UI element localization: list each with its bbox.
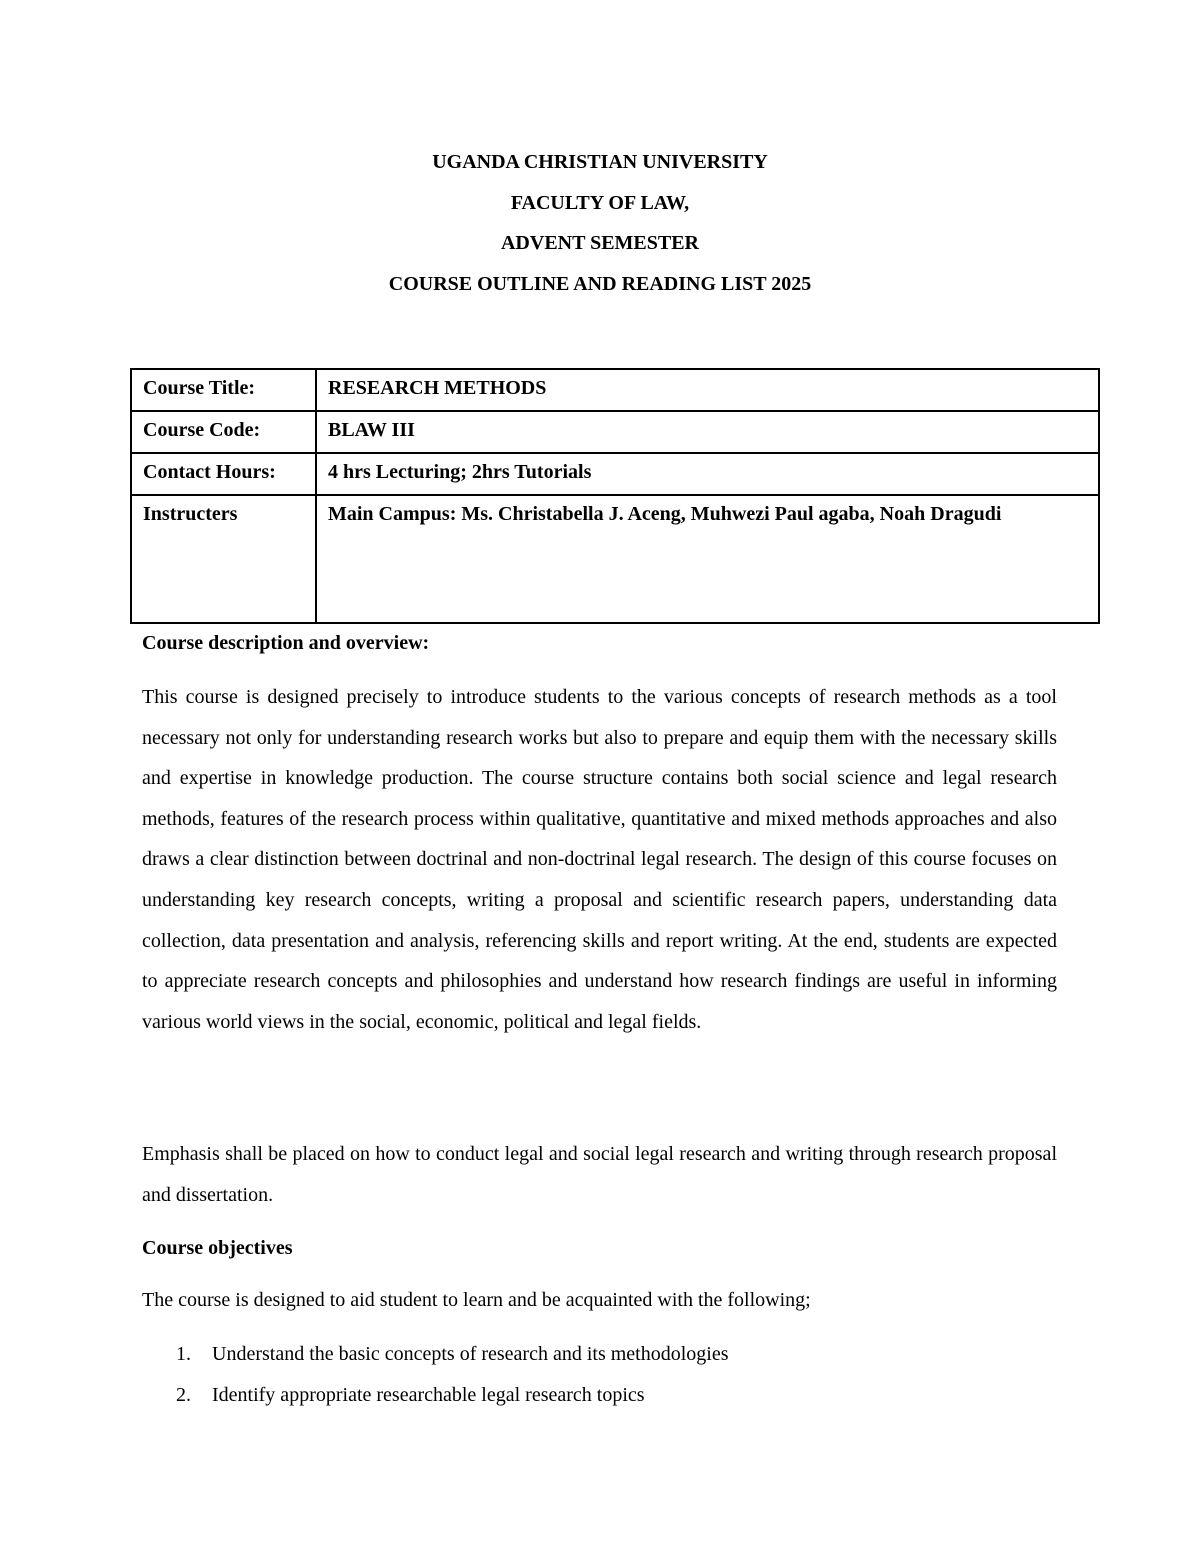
description-paragraph: This course is designed precisely to introduce students to the various concepts of research methods as a tool necessary not only for understanding research works but also to prepare and equip them with the necessary skills and expertise in knowledge production. The course structure contains both social science and legal research methods, features of the research process within qualitative, quantitative and mixed methods approaches and also draws a clear distinction between doctrinal and non-doctrinal legal research. The design of this course focuses on understanding key research concepts, writing a proposal and scientific research papers, understanding data collection, data presentation and analysis, referencing skills and report writing. At the end, students are expected to appreciate research concepts and philosophies and understand how research findings are useful in informing various world views in the social, economic, political and legal fields. xyxy=(142,686,1057,1033)
instructors-label: Instructers xyxy=(131,495,316,623)
table-row xyxy=(131,495,1099,623)
objectives-list xyxy=(142,1334,729,1415)
semester-name: ADVENT SEMESTER xyxy=(500,232,700,254)
contact-hours-label: Contact Hours: xyxy=(131,453,316,495)
table-row xyxy=(131,369,1099,411)
list-item-number: 2. xyxy=(176,1383,191,1406)
document-title: COURSE OUTLINE AND READING LIST 2025 xyxy=(388,272,812,295)
list-item xyxy=(142,1334,729,1375)
list-item-number: 1. xyxy=(176,1343,191,1365)
table-row xyxy=(131,453,1099,495)
objectives-heading: Course objectives xyxy=(142,1237,293,1259)
list-item-text: Understand the basic concepts of research and its methodologies xyxy=(212,1343,729,1365)
document-header xyxy=(0,142,1200,304)
description-heading: Course description and overview: xyxy=(142,632,430,654)
instructors-value: Main Campus: Ms. Christabella J. Aceng, Muhwezi Paul agaba, Noah Dragudi xyxy=(316,495,1099,623)
emphasis-paragraph: Emphasis shall be placed on how to conduct legal and social legal research and writing through research proposal and dissertation. xyxy=(142,1143,1057,1206)
objectives-intro: The course is designed to aid student to learn and be acquainted with the following; xyxy=(142,1289,811,1311)
course-code-value: BLAW III xyxy=(316,411,1099,453)
contact-hours-value: 4 hrs Lecturing; 2hrs Tutorials xyxy=(316,453,1099,495)
faculty-name: FACULTY OF LAW, xyxy=(510,191,690,214)
list-item-text: Identify appropriate researchable legal research topics xyxy=(212,1383,645,1406)
course-info-table xyxy=(130,368,1100,624)
list-item xyxy=(142,1375,729,1416)
course-code-label: Course Code: xyxy=(131,411,316,453)
table-row xyxy=(131,411,1099,453)
course-title-value: RESEARCH METHODS xyxy=(316,369,1099,411)
course-title-label: Course Title: xyxy=(131,369,316,411)
university-name: UGANDA CHRISTIAN UNIVERSITY xyxy=(432,151,768,173)
